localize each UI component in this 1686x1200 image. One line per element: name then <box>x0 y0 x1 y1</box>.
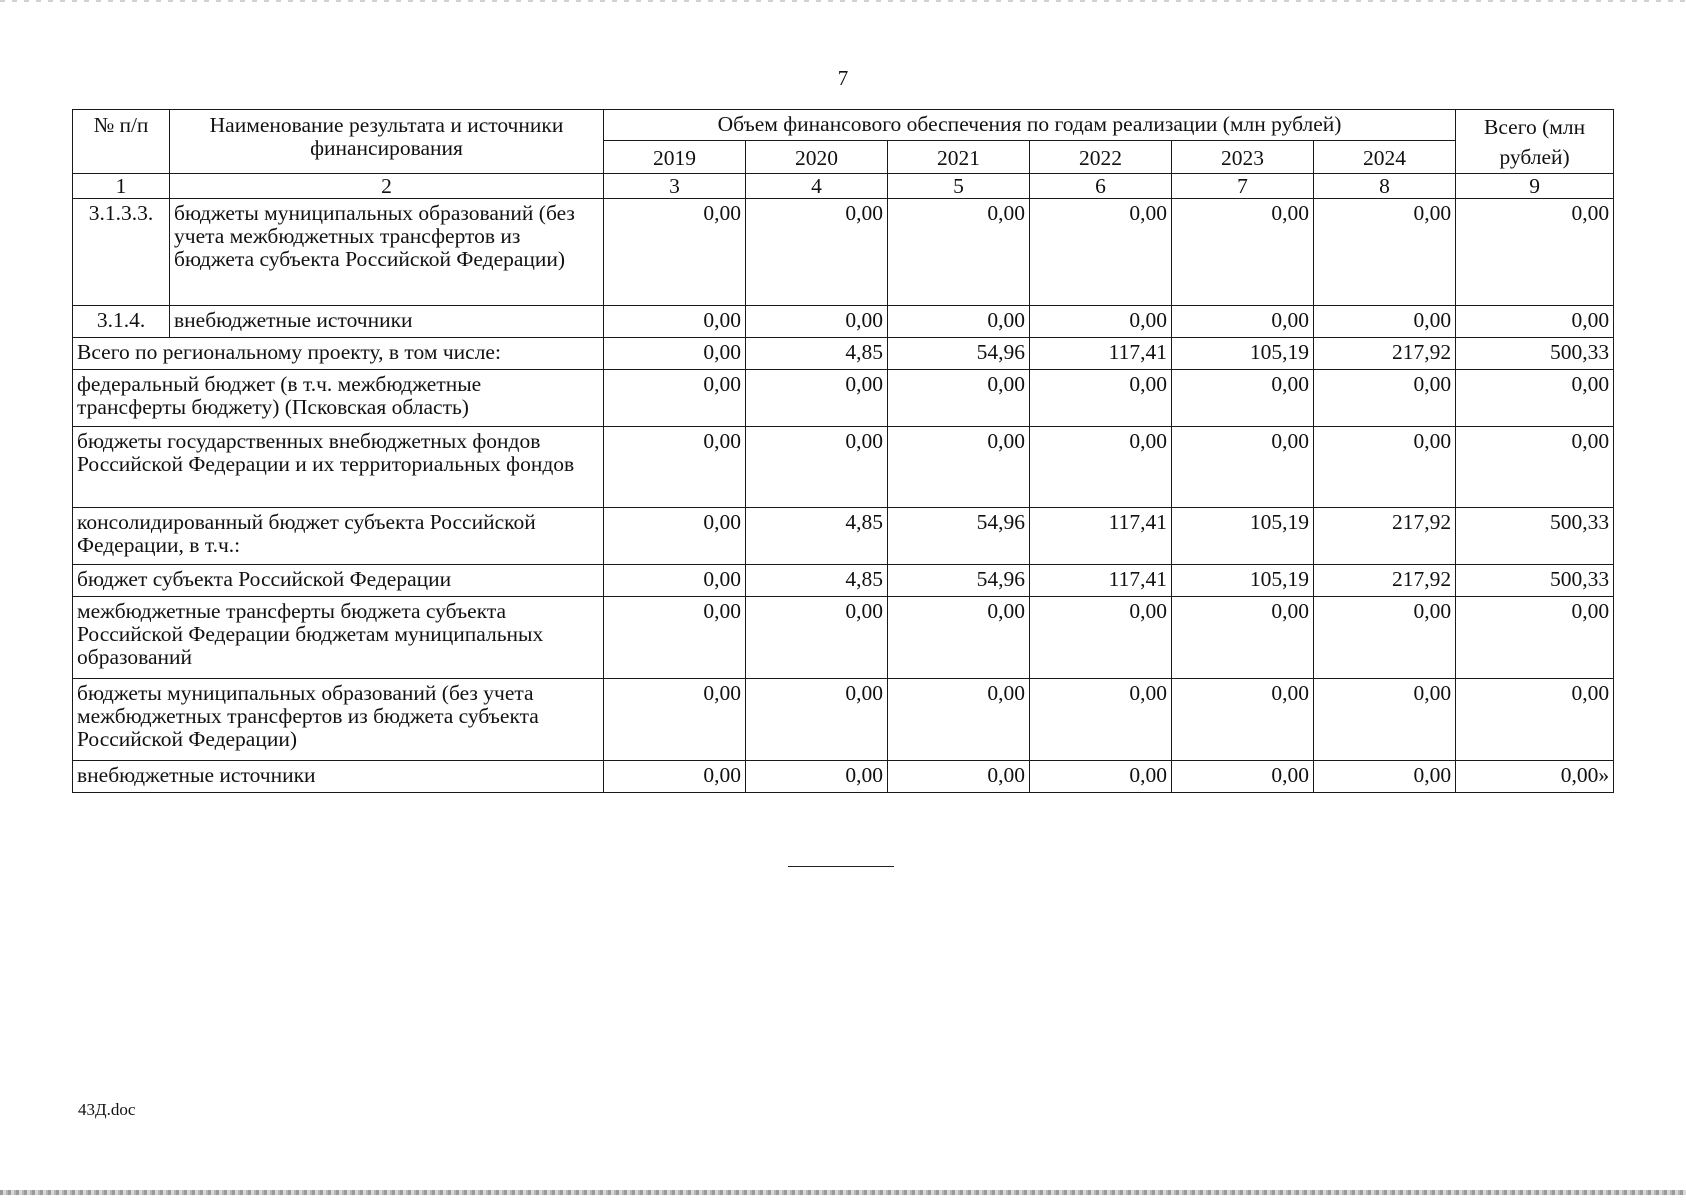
table-row <box>73 508 1614 565</box>
column-number: 5 <box>888 174 1030 199</box>
table-row <box>73 370 1614 427</box>
row-name: бюджет субъекта Российской Федерации <box>73 565 604 597</box>
row-value: 0,00 <box>1314 761 1456 793</box>
row-value: 0,00 <box>746 679 888 761</box>
row-value: 105,19 <box>1172 508 1314 565</box>
scan-edge-bottom <box>0 1190 1686 1195</box>
row-value: 4,85 <box>746 565 888 597</box>
row-value: 0,00 <box>746 427 888 508</box>
row-name: внебюджетные источники <box>73 761 604 793</box>
row-value: 0,00 <box>604 597 746 679</box>
row-name: федеральный бюджет (в т.ч. межбюджетные трансферты бюджету) (Псковская область) <box>73 370 604 427</box>
row-value: 0,00 <box>604 427 746 508</box>
row-total: 500,33 <box>1456 508 1614 565</box>
table-row <box>73 761 1614 793</box>
table-row <box>73 427 1614 508</box>
column-number: 9 <box>1456 174 1614 199</box>
row-value: 0,00 <box>604 199 746 306</box>
row-value: 217,92 <box>1314 508 1456 565</box>
row-value: 105,19 <box>1172 565 1314 597</box>
row-value: 54,96 <box>888 338 1030 370</box>
table-row <box>73 338 1614 370</box>
row-name: консолидированный бюджет субъекта Российской Федерации, в т.ч.: <box>73 508 604 565</box>
column-number: 4 <box>746 174 888 199</box>
financing-table <box>72 109 1614 793</box>
row-value: 54,96 <box>888 565 1030 597</box>
row-value: 117,41 <box>1030 338 1172 370</box>
header-year: 2021 <box>888 141 1030 174</box>
row-total: 0,00» <box>1456 761 1614 793</box>
doc-reference: 43Д.doc <box>78 1100 136 1119</box>
row-value: 4,85 <box>746 338 888 370</box>
row-value: 0,00 <box>746 597 888 679</box>
row-value: 0,00 <box>604 508 746 565</box>
row-value: 0,00 <box>1030 597 1172 679</box>
row-value: 217,92 <box>1314 338 1456 370</box>
footer-rule <box>788 866 894 867</box>
table-row <box>73 679 1614 761</box>
row-value: 0,00 <box>1314 370 1456 427</box>
row-value: 0,00 <box>1172 370 1314 427</box>
header-row <box>73 110 1614 141</box>
header-col-name: Наименование результата и источники финансирования <box>170 110 604 174</box>
row-total: 0,00 <box>1456 370 1614 427</box>
row-value: 0,00 <box>1314 427 1456 508</box>
column-number: 3 <box>604 174 746 199</box>
row-total: 500,33 <box>1456 565 1614 597</box>
row-value: 0,00 <box>1030 199 1172 306</box>
row-value: 4,85 <box>746 508 888 565</box>
row-name: внебюджетные источники <box>170 306 604 338</box>
row-value: 0,00 <box>1172 427 1314 508</box>
header-year: 2019 <box>604 141 746 174</box>
row-name: бюджеты муниципальных образований (без учета межбюджетных трансфертов из бюджета субъекта Российской Федерации) <box>73 679 604 761</box>
row-total: 0,00 <box>1456 199 1614 306</box>
row-name: бюджеты муниципальных образований (без учета межбюджетных трансфертов из бюджета субъекта Российской Федерации) <box>170 199 604 306</box>
row-code: 3.1.4. <box>73 306 170 338</box>
row-total: 0,00 <box>1456 597 1614 679</box>
row-value: 0,00 <box>604 306 746 338</box>
row-value: 0,00 <box>888 199 1030 306</box>
row-value: 0,00 <box>1314 306 1456 338</box>
row-value: 0,00 <box>1172 199 1314 306</box>
header-year: 2024 <box>1314 141 1456 174</box>
row-value: 0,00 <box>888 427 1030 508</box>
row-value: 105,19 <box>1172 338 1314 370</box>
row-value: 217,92 <box>1314 565 1456 597</box>
row-value: 0,00 <box>888 761 1030 793</box>
row-value: 0,00 <box>1172 597 1314 679</box>
header-col-total: Всего (млн рублей) <box>1456 110 1614 174</box>
row-value: 0,00 <box>746 199 888 306</box>
table-row <box>73 306 1614 338</box>
row-value: 0,00 <box>746 306 888 338</box>
row-value: 117,41 <box>1030 508 1172 565</box>
row-value: 0,00 <box>1314 679 1456 761</box>
header-year: 2023 <box>1172 141 1314 174</box>
header-col-no: № п/п <box>73 110 170 174</box>
table-row <box>73 565 1614 597</box>
column-number-row <box>73 174 1614 199</box>
row-value: 0,00 <box>1172 761 1314 793</box>
row-value: 0,00 <box>888 597 1030 679</box>
header-year: 2020 <box>746 141 888 174</box>
row-value: 0,00 <box>888 370 1030 427</box>
row-code: 3.1.3.3. <box>73 199 170 306</box>
row-value: 0,00 <box>1172 306 1314 338</box>
row-total: 0,00 <box>1456 427 1614 508</box>
row-value: 0,00 <box>604 370 746 427</box>
row-value: 117,41 <box>1030 565 1172 597</box>
row-value: 0,00 <box>1314 199 1456 306</box>
row-value: 0,00 <box>1030 306 1172 338</box>
row-total: 0,00 <box>1456 679 1614 761</box>
row-value: 0,00 <box>1030 679 1172 761</box>
row-name: бюджеты государственных внебюджетных фондов Российской Федерации и их территориальных фондов <box>73 427 604 508</box>
table-row <box>73 597 1614 679</box>
row-value: 0,00 <box>604 679 746 761</box>
row-value: 0,00 <box>1314 597 1456 679</box>
header-col-volume: Объем финансового обеспечения по годам реализации (млн рублей) <box>604 110 1456 141</box>
row-value: 0,00 <box>604 338 746 370</box>
column-number: 1 <box>73 174 170 199</box>
row-value: 0,00 <box>604 565 746 597</box>
row-value: 0,00 <box>1172 679 1314 761</box>
column-number: 2 <box>170 174 604 199</box>
row-name: межбюджетные трансферты бюджета субъекта Российской Федерации бюджетам муниципальных образований <box>73 597 604 679</box>
page-number: 7 <box>837 66 849 90</box>
row-value: 0,00 <box>1030 427 1172 508</box>
row-value: 0,00 <box>1030 761 1172 793</box>
row-value: 0,00 <box>604 761 746 793</box>
row-total: 0,00 <box>1456 306 1614 338</box>
header-year: 2022 <box>1030 141 1172 174</box>
scan-edge-top <box>0 0 1686 2</box>
row-value: 54,96 <box>888 508 1030 565</box>
table-row <box>73 199 1614 306</box>
column-number: 6 <box>1030 174 1172 199</box>
row-name: Всего по региональному проекту, в том числе: <box>73 338 604 370</box>
row-value: 0,00 <box>888 679 1030 761</box>
row-value: 0,00 <box>1030 370 1172 427</box>
column-number: 7 <box>1172 174 1314 199</box>
column-number: 8 <box>1314 174 1456 199</box>
row-value: 0,00 <box>888 306 1030 338</box>
row-value: 0,00 <box>746 761 888 793</box>
row-value: 0,00 <box>746 370 888 427</box>
row-total: 500,33 <box>1456 338 1614 370</box>
